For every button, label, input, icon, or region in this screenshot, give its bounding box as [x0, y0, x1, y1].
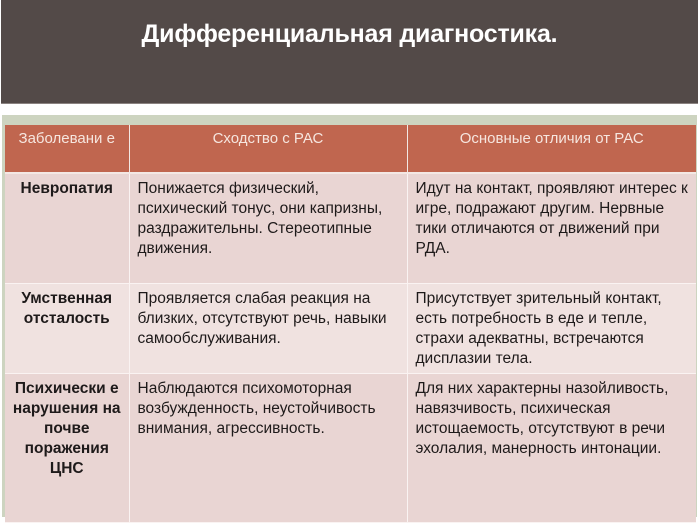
similarity-cell: Наблюдаются психомоторная возбужденность, неустойчивость внимания, агрессивность. [129, 374, 407, 523]
differences-cell: Идут на контакт, проявляют интерес к игре, подражают другим. Нервные тики отличаются от движений при РДА. [407, 173, 696, 284]
differences-cell: Для них характерны назойливость, навязчивость, психическая истощаемость, отсутствуют в речи эхолалия, манерность интонации. [407, 374, 696, 523]
table-row [5, 374, 696, 523]
header-differences: Основные отличия от РАС [407, 125, 696, 173]
table-row [5, 284, 696, 374]
differential-diagnosis-table [5, 125, 696, 523]
table-header-row [5, 125, 696, 173]
similarity-cell: Понижается физический, психический тонус, они капризны, раздражительны. Стереотипные движения. [129, 173, 407, 284]
table-row [5, 173, 696, 284]
slide-title-bar [1, 0, 698, 104]
similarity-cell: Проявляется слабая реакция на близких, отсутствуют речь, навыки самообслуживания. [129, 284, 407, 374]
header-similarity: Сходство с РАС [129, 125, 407, 173]
table-panel [2, 115, 697, 517]
header-disease: Заболевани е [5, 125, 129, 173]
disease-cell: Невропатия [5, 173, 129, 284]
disease-cell: Умственная отсталость [5, 284, 129, 374]
differences-cell: Присутствует зрительный контакт, есть потребность в еде и тепле, страхи адекватны, встречаются дисплазии тела. [407, 284, 696, 374]
slide-title: Дифференциальная диагностика. [141, 20, 558, 48]
disease-cell: Психически е нарушения на почве поражения ЦНС [5, 374, 129, 523]
